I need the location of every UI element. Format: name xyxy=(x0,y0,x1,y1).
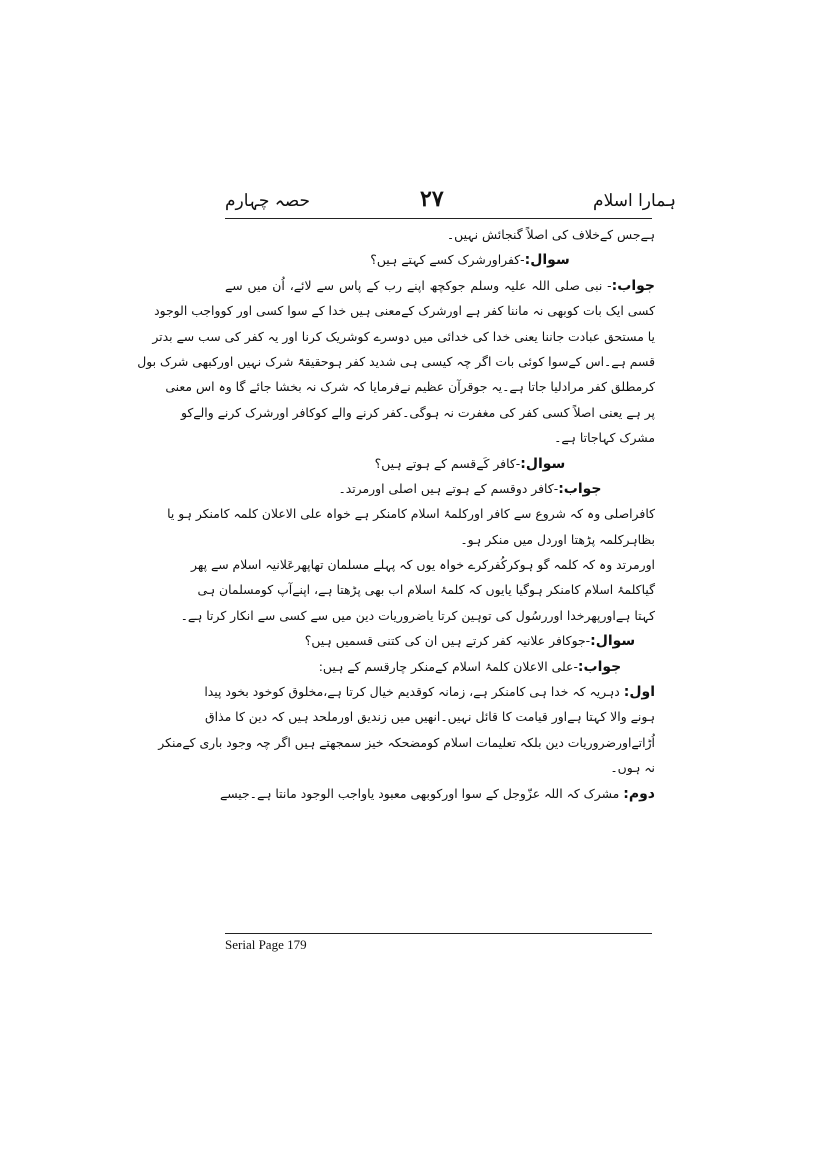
qa-label: جواب: xyxy=(611,277,655,294)
line-text: -کافر دوقسم کے ہوتے ہیں اصلی اورمرتد۔ xyxy=(338,480,559,496)
qa-label: سوال: xyxy=(520,455,566,472)
line-text: قسم ہے۔اس کےسوا کوئی بات اگر چہ کیسی ہی شدید کفر ہوحقیقۃً شرک نہیں اورکبھی شرک بول xyxy=(137,353,655,369)
text-line xyxy=(152,324,655,349)
text-line xyxy=(165,374,655,399)
text-line xyxy=(225,476,655,501)
qa-label: دوم: xyxy=(623,785,655,802)
body-text xyxy=(137,222,655,806)
text-line xyxy=(180,400,655,425)
text-line xyxy=(167,501,655,526)
line-text: مشرک کہ اللہ عزّوجل کے سوا اورکوبھی معبود یاواجب الوجود مانتا ہے۔جیسے xyxy=(219,785,624,801)
text-line xyxy=(219,781,655,806)
header-rule xyxy=(225,218,652,219)
text-line xyxy=(137,349,655,374)
text-line xyxy=(225,451,655,476)
qa-label: اول: xyxy=(623,684,655,701)
text-line xyxy=(225,628,655,653)
line-text: یا مستحق عبادت جاننا یعنی خدا کی خدائی میں دوسرے کوشریک کرنا اور یہ کفر کی سب سے بدتر xyxy=(152,328,655,344)
text-line xyxy=(180,603,655,628)
line-text: ہےجس کےخلاف کی اصلاً گنجائش نہیں۔ xyxy=(446,227,655,242)
text-line xyxy=(197,577,655,602)
line-text: -کفراورشرک کسے کہتے ہیں؟ xyxy=(370,252,525,268)
line-text: -کافر کَےقسم کے ہوتے ہیں؟ xyxy=(374,455,521,471)
text-line xyxy=(225,247,655,272)
line-text: ہونے والا کہتا ہےاور قیامت کا قائل نہیں۔انھیں میں زندیق اورملحد ہیں کہ دین کا مذاق xyxy=(205,709,655,725)
text-line xyxy=(154,298,655,323)
line-text: -علی الاعلان کلمۂ اسلام کےمنکر چارقسم کے ہیں: xyxy=(318,658,578,674)
line-text: اُڑاتےاورضروریات دین بلکہ تعلیمات اسلام کومضحکہ خیز سمجھتے ہیں اگر چہ وجود باری کےمنکر xyxy=(158,734,655,750)
page-number: ۲۷ xyxy=(420,186,444,212)
line-text: دہریہ کہ خدا ہی کامنکر ہے، زمانہ کوقدیم خیال کرتا ہے،مخلوق کوخود بخود پیدا xyxy=(204,684,624,700)
line-text: -جوکافر علانیہ کفر کرتے ہیں ان کی کتنی قسمیں ہیں؟ xyxy=(304,633,591,649)
section-title: حصہ چہارم xyxy=(225,191,310,211)
line-text: بظاہرکلمہ پڑھتا اوردل میں منکر ہو۔ xyxy=(460,531,655,547)
text-line xyxy=(225,425,655,450)
serial-page-label: Serial Page 179 xyxy=(225,937,307,952)
text-line xyxy=(158,730,655,755)
text-line xyxy=(225,527,655,552)
line-text: پر ہے یعنی اصلاً کسی کفر کی مغفرت نہ ہوگی۔کفر کرنے والے کوکافر اورشرک کرنے والےکو xyxy=(180,404,655,420)
text-line xyxy=(225,222,655,247)
text-line xyxy=(191,552,655,577)
qa-label: جواب: xyxy=(558,480,602,497)
book-title: ہمارا اسلام xyxy=(593,191,676,211)
footer-rule xyxy=(225,933,652,934)
qa-label: سوال: xyxy=(590,633,636,650)
line-text: گیاکلمۂ اسلام کامنکر ہوگیا یایوں کہ کلمۂ اسلام اب بھی پڑھتا ہے، اپنےآپ کومسلمان ہی xyxy=(197,582,655,598)
text-line xyxy=(225,273,655,298)
line-text: کافراصلی وہ کہ شروع سے کافر اورکلمۂ اسلام کامنکر ہے خواہ علی الاعلان کلمہ کامنکر ہو یا xyxy=(167,506,655,522)
text-line xyxy=(225,654,655,679)
line-text: اورمرتد وہ کہ کلمہ گو ہوکرکُفرکرے خواہ یوں کہ پہلے مسلمان تھاپھرعَلانیہ اسلام سے پھر xyxy=(191,557,655,573)
line-text: - نبی صلی اللہ علیہ وسلم جوکچھ اپنے رب کے پاس سے لائے، اُن میں سے xyxy=(225,277,612,293)
line-text: کسی ایک بات کوبھی نہ ماننا کفر ہے اورشرک کےمعنی ہیں خدا کے سوا کسی اور کوواجب الوجود xyxy=(154,303,655,319)
text-line xyxy=(204,679,655,704)
line-text: کرمطلق کفر مرادلیا جاتا ہے۔یہ جوقرآن عظیم نےفرمایا کہ شرک نہ بخشا جائے گا وہ اس معنی xyxy=(165,379,655,395)
qa-label: جواب: xyxy=(577,658,622,675)
qa-label: سوال: xyxy=(524,252,570,269)
line-text: کہتا ہےاورپھرخدا اوررسُول کی توہین کرتا یاضروریات دین میں سے کسی سے انکار کرتا ہے۔ xyxy=(180,607,655,623)
line-text: نہ ہوں۔ xyxy=(610,760,655,776)
line-text: مشرک کہاجاتا ہے۔ xyxy=(554,430,655,446)
text-line xyxy=(205,704,655,729)
text-line xyxy=(225,755,655,780)
